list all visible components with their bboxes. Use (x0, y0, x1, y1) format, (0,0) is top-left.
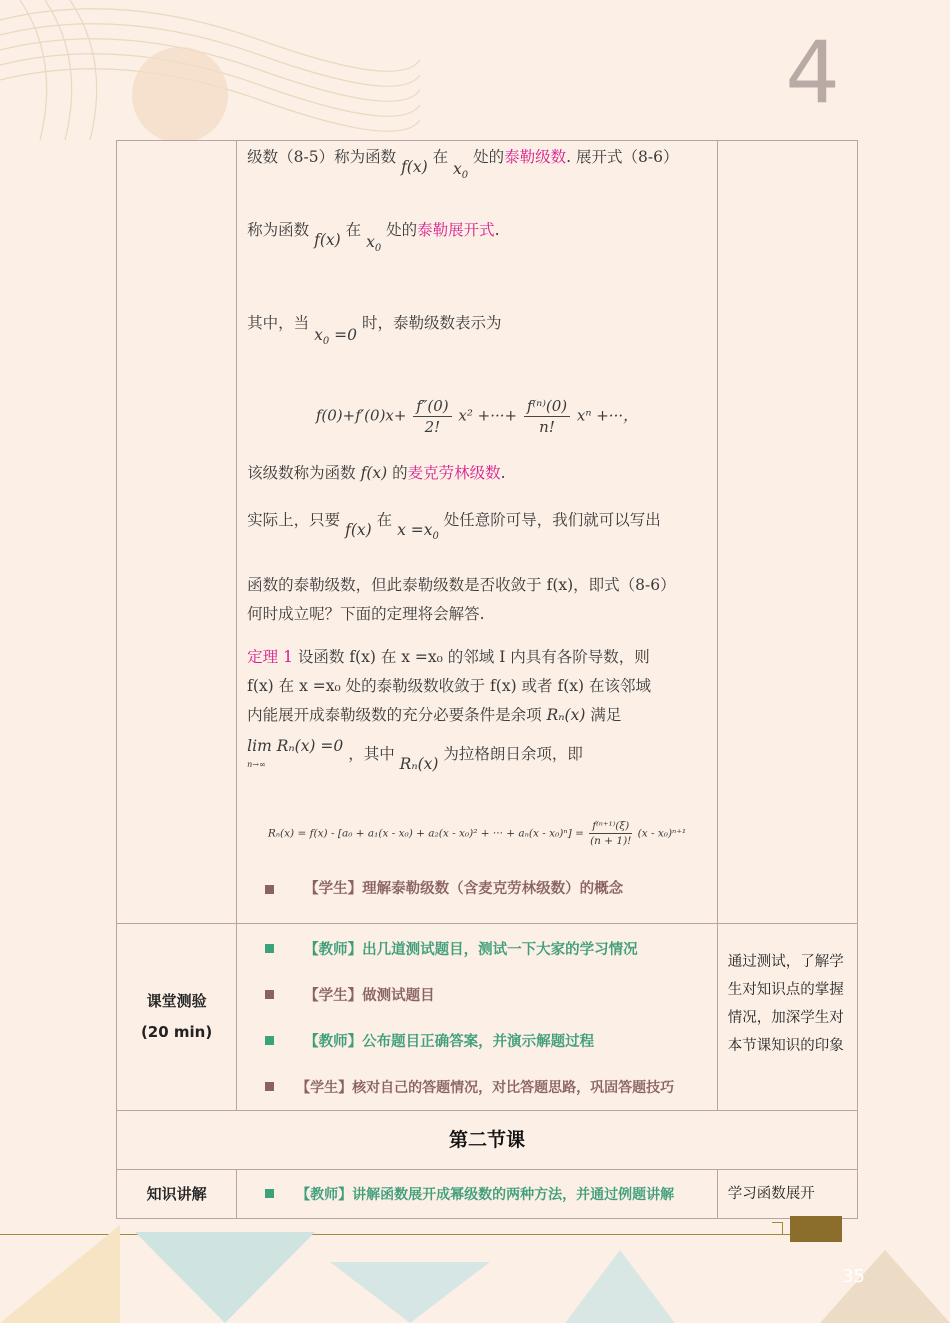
square-bullet-icon (265, 1189, 274, 1198)
lagrange-remainder-formula: Rₙ(x) = f(x) - [a₀ + a₁(x - x₀) + a₂(x - x₀)² + ··· + aₙ(x - x₀)ⁿ] = $\frac{\text{f⁽ⁿ⁺¹⁾(ξ)}}{(n + 1)!}$ (x - x₀)ⁿ⁺¹ (267, 820, 687, 847)
term-taylor-series: 泰勒级数 (504, 148, 567, 166)
square-bullet-icon (265, 1036, 274, 1045)
paragraph-convergence-question-1: 函数的泰勒级数，但此泰勒级数是否收敛于 f(x)，即式（8-6） (247, 576, 676, 594)
teaching-row (117, 141, 858, 924)
theorem-1-line-1: 定理 1 设函数 f(x) 在 x =x₀ 的邻域 I 内具有各阶导数，则 (247, 648, 650, 666)
paragraph-taylor-series: 级数（8-5）称为函数 f(x) 在 $x_0$ 处的泰勒级数. 展开式（8-6） (247, 148, 679, 181)
page-number: 35 (842, 1266, 865, 1287)
paragraph-taylor-expansion: 称为函数 f(x) 在 $x_0$ 处的泰勒展开式. (247, 221, 500, 254)
quiz-item-1: 【教师】出几道测试题目，测试一下大家的学习情况 (247, 926, 717, 972)
section-title-cell (117, 1110, 858, 1169)
knowledge-content-cell (237, 1169, 718, 1218)
section-title-row (117, 1110, 858, 1169)
chapter-number: 4 (785, 23, 840, 123)
teaching-note-cell (717, 141, 857, 924)
footer-hook-ornament (772, 1222, 783, 1235)
paragraph-when-x0-zero: 其中，当 $x_0 =0$ 时，泰勒级数表示为 (247, 314, 502, 347)
quiz-note: 通过测试，了解学生对知识点的掌握情况，加深学生对本节课知识的印象 (727, 953, 844, 1054)
theorem-1-line-3: 内能展开成泰勒级数的充分必要条件是余项 Rₙ(x) 满足 (247, 706, 622, 724)
quiz-row (117, 923, 858, 1110)
decorative-triangle (820, 1250, 950, 1323)
quiz-label: 课堂测验 (146, 991, 207, 1010)
paragraph-differentiable: 实际上，只要 f(x) 在 $x =x_0$ 处任意阶可导，我们就可以写出 (247, 511, 661, 542)
paragraph-convergence-question-2: 何时成立呢？下面的定理将会解答. (247, 605, 485, 623)
square-bullet-icon (265, 944, 274, 953)
knowledge-note: 学习函数展开 (727, 1185, 815, 1202)
lesson-plan-table (116, 140, 858, 1219)
quiz-item-4: 【学生】核对自己的答题情况，对比答题思路，巩固答题技巧 (247, 1064, 717, 1110)
quiz-duration: (20 min) (140, 1022, 213, 1041)
section-title: 第二节课 (448, 1128, 525, 1151)
student-task-item: 【学生】理解泰勒级数（含麦克劳林级数）的概念 (247, 867, 707, 913)
teaching-row-label-cell (117, 141, 237, 924)
theorem-1-line-4: lim Rₙ(x) =0 n→∞ ，其中 Rₙ(x) 为拉格朗日余项，即 (247, 737, 583, 773)
knowledge-label: 知识讲解 (146, 1184, 207, 1203)
term-maclaurin-series: 麦克劳林级数 (407, 464, 501, 482)
term-taylor-expansion: 泰勒展开式 (417, 221, 495, 239)
knowledge-row (117, 1169, 858, 1218)
quiz-label-cell (117, 923, 237, 1110)
quiz-item-3: 【教师】公布题目正确答案，并演示解题过程 (247, 1018, 717, 1064)
knowledge-note-cell (717, 1169, 857, 1218)
knowledge-label-cell (117, 1169, 237, 1218)
decorative-triangle (565, 1250, 675, 1323)
teaching-content-cell (237, 141, 718, 924)
square-bullet-icon (265, 885, 274, 894)
footer-bar-ornament (790, 1216, 842, 1242)
decorative-triangle (0, 1225, 120, 1323)
theorem-label: 定理 1 (247, 648, 293, 666)
theorem-1-line-2: f(x) 在 x =x₀ 处的泰勒级数收敛于 f(x) 或者 f(x) 在该邻域 (247, 677, 651, 695)
decorative-arcs (0, 0, 420, 140)
knowledge-item: 【教师】讲解函数展开成幂级数的两种方法，并通过例题讲解 (247, 1170, 717, 1218)
square-bullet-icon (265, 1082, 274, 1091)
decorative-triangle (330, 1262, 490, 1323)
quiz-note-cell (717, 923, 857, 1110)
square-bullet-icon (265, 990, 274, 999)
decorative-triangle (135, 1232, 315, 1323)
quiz-item-2: 【学生】做测试题目 (247, 972, 717, 1018)
quiz-content-cell (237, 923, 718, 1110)
maclaurin-formula: f(0)+f′(0)x+ $\frac{f''(0)}{2!}$ x² +···+ $\frac{\text{f⁽ⁿ⁾(0)}}{n!}$ xⁿ +···， (315, 397, 639, 436)
paragraph-maclaurin-series: 该级数称为函数 f(x) 的麦克劳林级数. (247, 464, 506, 482)
